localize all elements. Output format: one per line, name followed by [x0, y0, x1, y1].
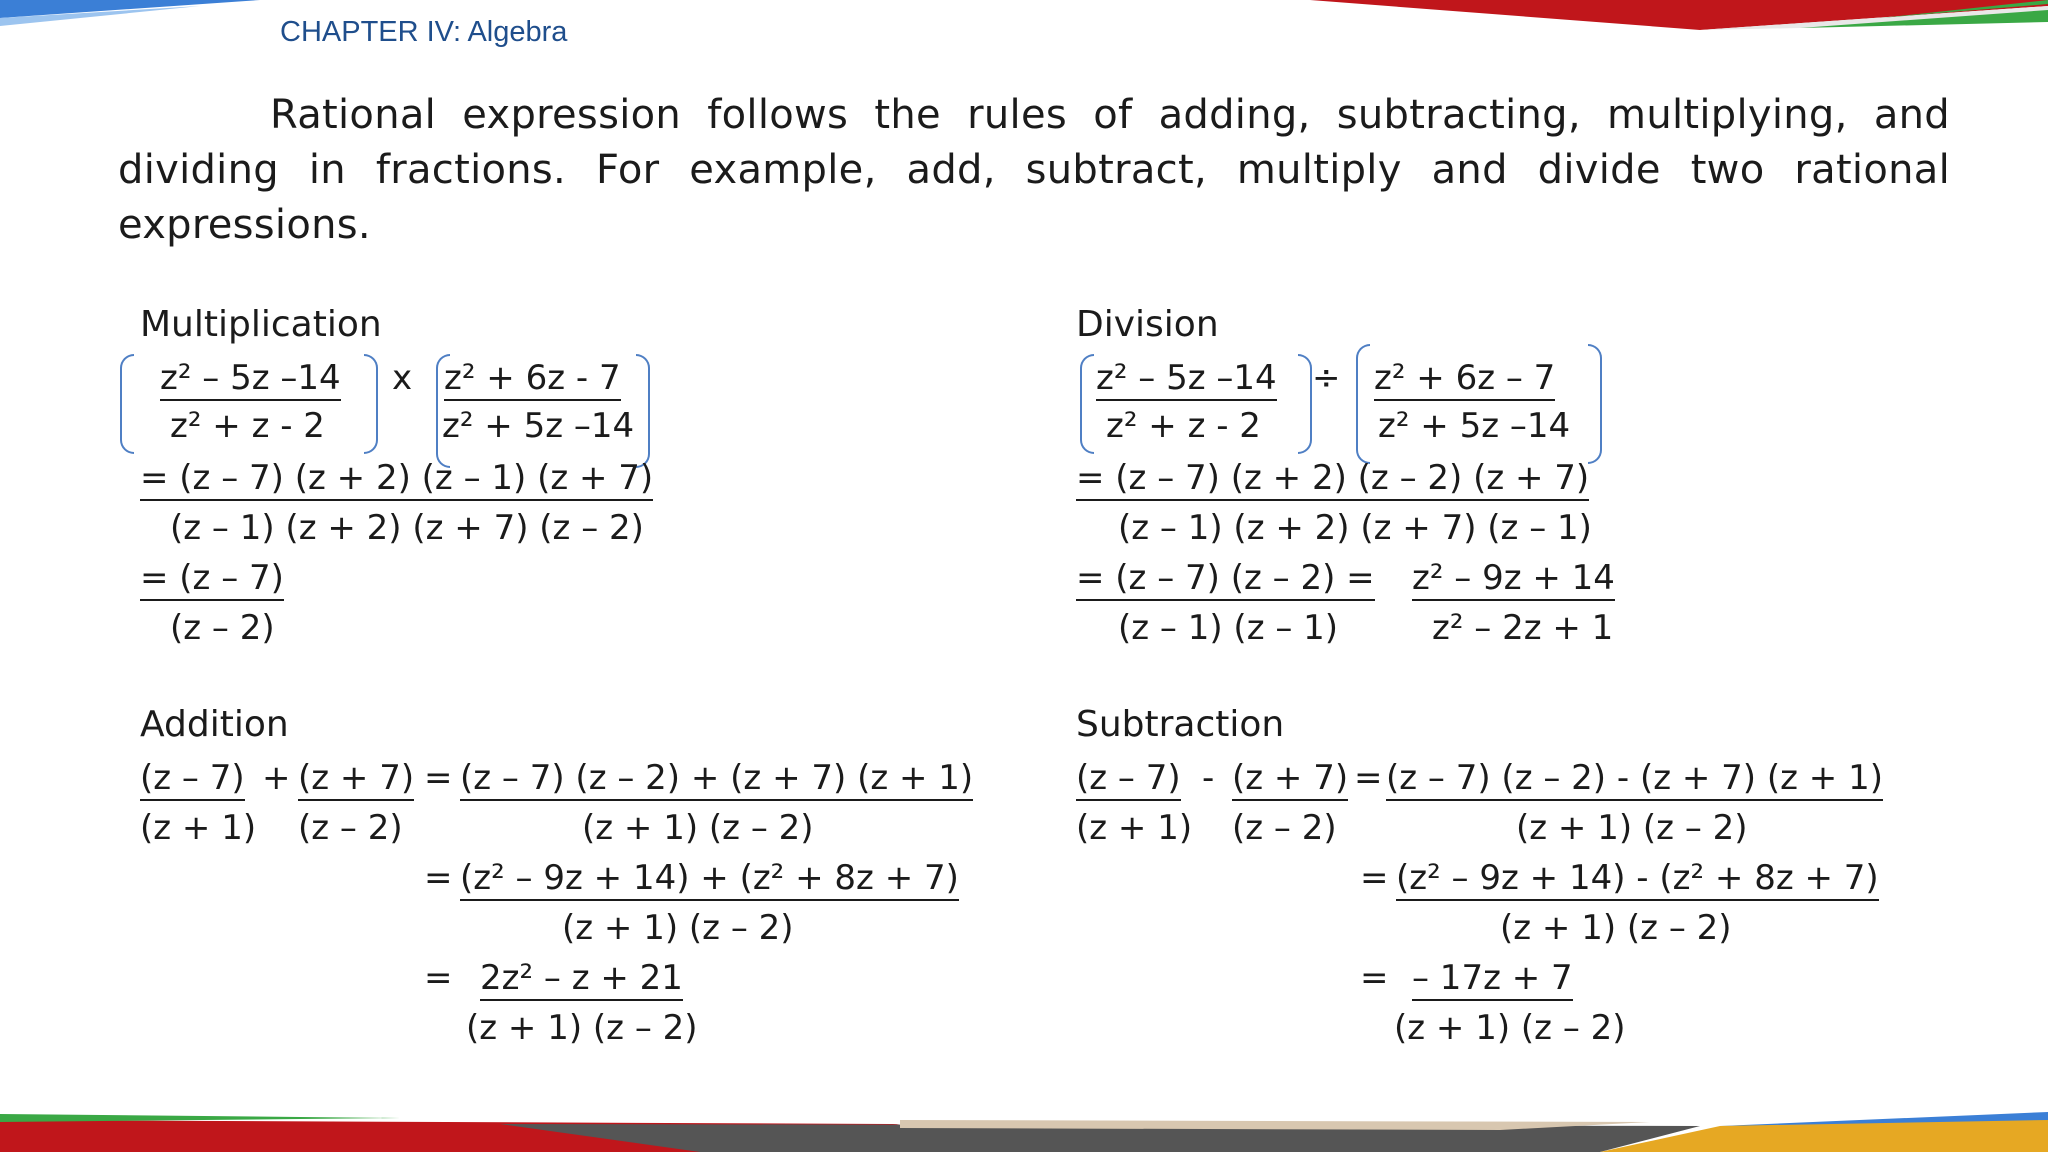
sub-step2-numerator: (z² – 9z + 14) - (z² + 8z + 7) [1396, 858, 1879, 901]
sub-b-numerator: (z + 7) [1232, 758, 1348, 801]
add-step3-numerator: 2z² – z + 21 [480, 958, 683, 1001]
add-step1-denominator: (z + 1) (z – 2) [582, 808, 814, 848]
sub-equals: = [1354, 758, 1383, 798]
sub-b-denominator: (z – 2) [1232, 808, 1337, 848]
mult-step1-numerator: = (z – 7) (z + 2) (z – 1) (z + 7) [140, 458, 653, 501]
mult-step2-denominator: (z – 2) [170, 608, 275, 648]
mult-step2-numerator: = (z – 7) [140, 558, 284, 601]
add-equals: = [424, 758, 453, 798]
subtraction-title: Subtraction [1076, 704, 1285, 745]
div-step3-denominator: z² – 2z + 1 [1432, 608, 1614, 648]
sub-step2-denominator: (z + 1) (z – 2) [1500, 908, 1732, 948]
div-f1-denominator: z² + z - 2 [1106, 406, 1261, 446]
multiplication-title: Multiplication [140, 304, 382, 345]
mult-operator: x [392, 358, 413, 398]
add-step1-numerator: (z – 7) (z – 2) + (z + 7) (z + 1) [460, 758, 973, 801]
mult-step1-denominator: (z – 1) (z + 2) (z + 7) (z – 2) [170, 508, 644, 548]
div-f2-numerator: z² + 6z – 7 [1374, 358, 1555, 401]
sub-equals: = [1360, 958, 1389, 998]
bottom-decorative-stripes [0, 1110, 2048, 1152]
div-step2-numerator: = (z – 7) (z – 2) = [1076, 558, 1375, 601]
sub-a-numerator: (z – 7) [1076, 758, 1181, 801]
sub-step1-denominator: (z + 1) (z – 2) [1516, 808, 1748, 848]
add-equals: = [424, 858, 453, 898]
div-step3-numerator: z² – 9z + 14 [1412, 558, 1615, 601]
div-step2-denominator: (z – 1) (z – 1) [1118, 608, 1339, 648]
sub-a-denominator: (z + 1) [1076, 808, 1193, 848]
mult-f1-denominator: z² + z - 2 [170, 406, 325, 446]
add-a-numerator: (z – 7) [140, 758, 245, 801]
left-bracket [1080, 354, 1094, 454]
right-bracket [1588, 344, 1602, 464]
div-step1-denominator: (z – 1) (z + 2) (z + 7) (z – 1) [1118, 508, 1592, 548]
sub-step3-denominator: (z + 1) (z – 2) [1394, 1008, 1626, 1048]
mult-f1-numerator: z² – 5z –14 [160, 358, 341, 401]
addition-title: Addition [140, 704, 289, 745]
right-bracket [636, 354, 650, 468]
sub-operator: - [1202, 758, 1215, 798]
intro-text: Rational expression follows the rules of adding, subtracting, multiplying, and dividing in fractions. For example, add, subtract, multiply and divide two rational expressions. [118, 92, 1950, 248]
div-step1-numerator: = (z – 7) (z + 2) (z – 2) (z + 7) [1076, 458, 1589, 501]
chapter-title: CHAPTER IV: Algebra [280, 16, 568, 48]
mult-f2-denominator: z² + 5z –14 [442, 406, 635, 446]
division-title: Division [1076, 304, 1219, 345]
add-a-denominator: (z + 1) [140, 808, 257, 848]
add-equals: = [424, 958, 453, 998]
left-bracket [1356, 344, 1370, 464]
add-step2-denominator: (z + 1) (z – 2) [562, 908, 794, 948]
sub-step1-numerator: (z – 7) (z – 2) - (z + 7) (z + 1) [1386, 758, 1883, 801]
mult-f2-numerator: z² + 6z - 7 [444, 358, 621, 401]
add-b-numerator: (z + 7) [298, 758, 414, 801]
left-bracket [120, 354, 134, 454]
sub-step3-numerator: – 17z + 7 [1412, 958, 1573, 1001]
add-b-denominator: (z – 2) [298, 808, 403, 848]
right-bracket [1298, 354, 1312, 454]
add-step2-numerator: (z² – 9z + 14) + (z² + 8z + 7) [460, 858, 959, 901]
right-bracket [364, 354, 378, 454]
sub-equals: = [1360, 858, 1389, 898]
add-step3-denominator: (z + 1) (z – 2) [466, 1008, 698, 1048]
div-f1-numerator: z² – 5z –14 [1096, 358, 1277, 401]
add-operator: + [262, 758, 291, 798]
div-f2-denominator: z² + 5z –14 [1378, 406, 1571, 446]
div-operator: ÷ [1312, 358, 1341, 398]
intro-paragraph [118, 88, 1950, 253]
